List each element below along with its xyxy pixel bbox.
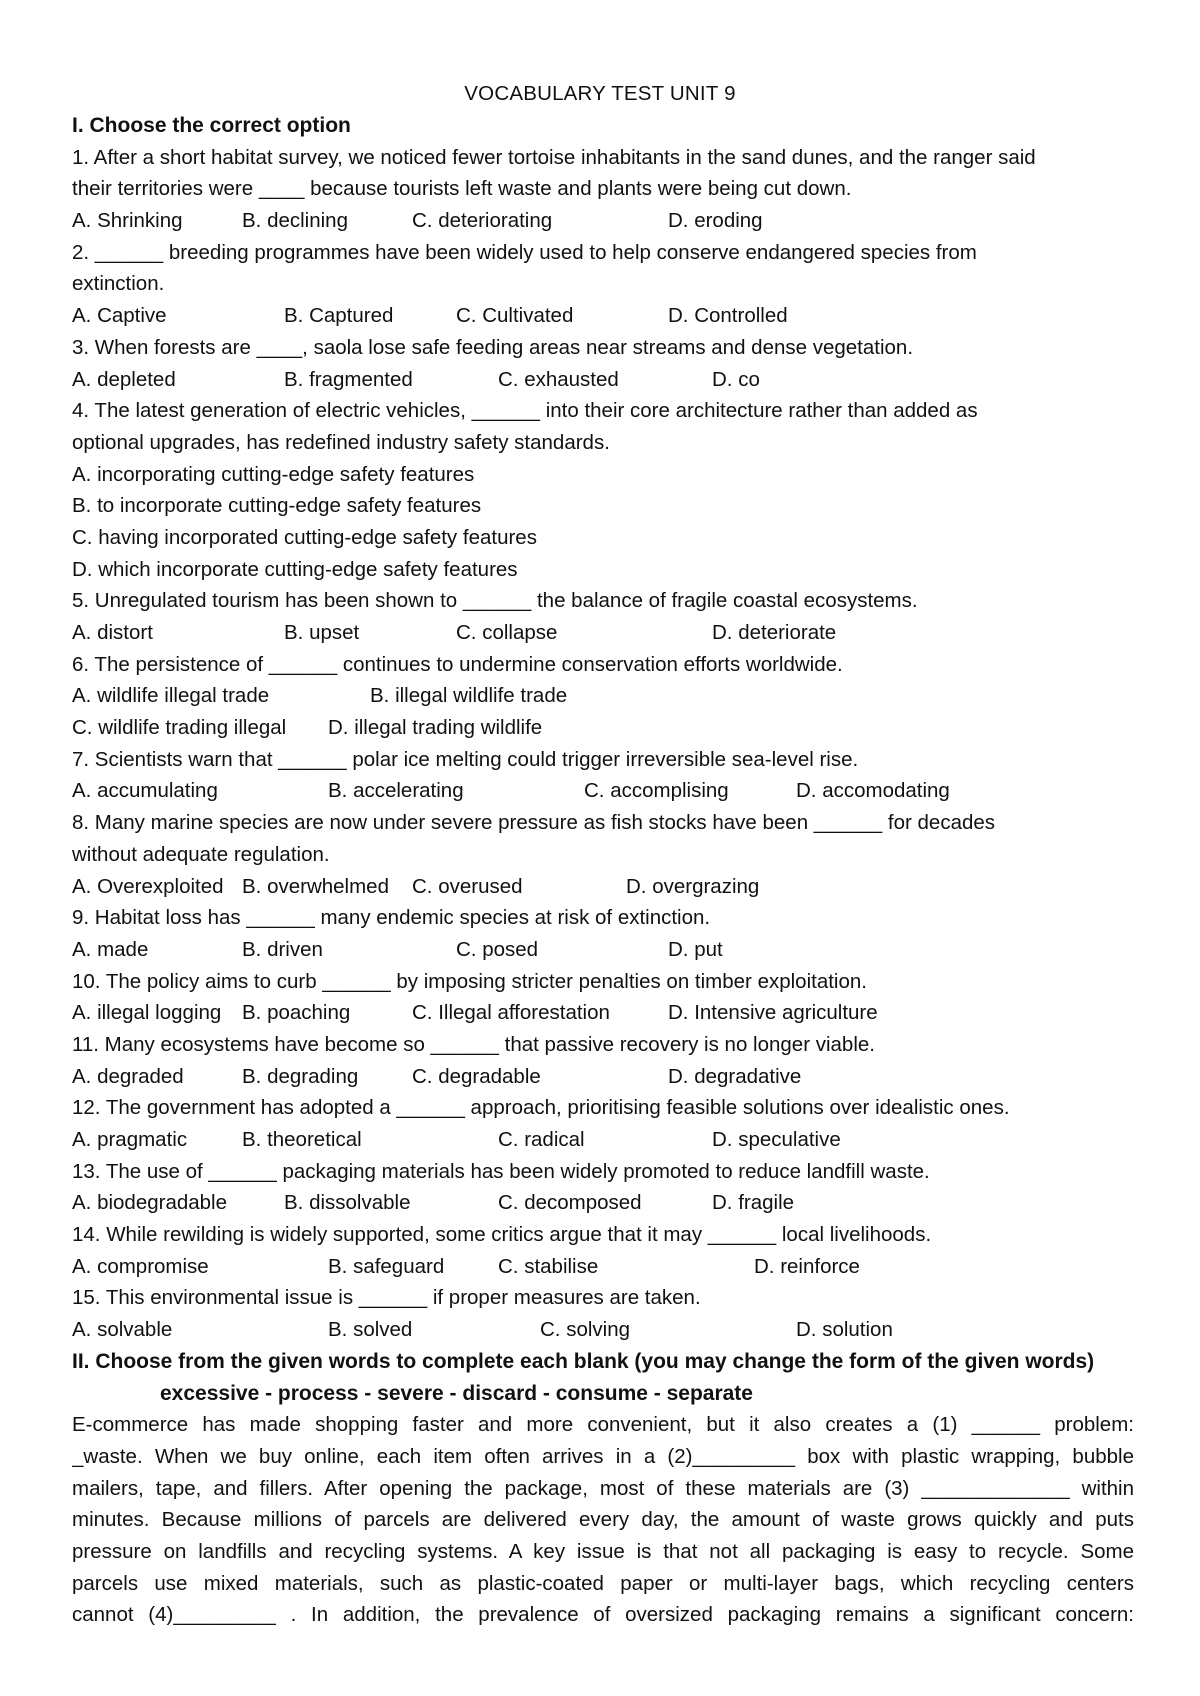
- question-13-options: [72, 1187, 1134, 1219]
- question-9-options: [72, 934, 1134, 966]
- option-c: C. solving: [540, 1318, 631, 1342]
- option-b: B. overwhelmed: [242, 874, 389, 898]
- option-c: C. collapse: [456, 621, 558, 644]
- option-b: B. accelerating: [328, 779, 464, 803]
- question-8-line-1: 8. Many marine species are now under severe pressure as fish stocks have been ______ for decades: [72, 811, 996, 835]
- question-2-line-2: extinction.: [72, 272, 165, 296]
- option-d: D. degradative: [668, 1064, 802, 1088]
- option-d: D. speculative: [712, 1128, 841, 1151]
- paragraph-line-2: _waste. When we buy online, each item often arrives in a (2)_________ box with plastic wrapping, bubble: [72, 1444, 1134, 1468]
- paragraph-line-5: pressure on landfills and recycling systems. A key issue is that not all packaging is easy to recycle. Some: [72, 1539, 1134, 1563]
- question-1-line-2: their territories were ____ because tourists left waste and plants were being cut down.: [72, 177, 852, 201]
- option-a: A. degraded: [72, 1064, 184, 1088]
- option-a: A. pragmatic: [72, 1128, 188, 1151]
- option-c: C. decomposed: [498, 1191, 642, 1215]
- question-5-options: [72, 617, 1134, 649]
- question-7-line-1: 7. Scientists warn that ______ polar ice melting could trigger irreversible sea-level rise.: [72, 747, 859, 771]
- question-4-line-1: 4. The latest generation of electric vehicles, ______ into their core architecture rather than added as: [72, 399, 978, 423]
- question-14-options: [72, 1251, 1134, 1283]
- question-13-line-1: 13. The use of ______ packaging materials has been widely promoted to reduce landfill waste.: [72, 1159, 930, 1183]
- option-c: C. deteriorating: [412, 209, 553, 233]
- question-8-line-2: without adequate regulation.: [72, 842, 330, 866]
- word-bank: excessive - process - severe - discard - consume - separate: [160, 1381, 753, 1405]
- question-12-options: [72, 1124, 1134, 1156]
- document-content: [72, 110, 1134, 1631]
- question-9-line-1: 9. Habitat loss has ______ many endemic species at risk of extinction.: [72, 906, 711, 930]
- question-15-options: [72, 1314, 1134, 1346]
- option-b: B. declining: [242, 209, 348, 233]
- option-b: B. degrading: [242, 1064, 359, 1088]
- question-1-options: [72, 205, 1134, 237]
- question-3-line-1: 3. When forests are ____, saola lose safe feeding areas near streams and dense vegetation.: [72, 335, 914, 359]
- option-a: A. accumulating: [72, 779, 218, 803]
- option-d: D. deteriorate: [712, 621, 837, 644]
- option-d: D. put: [668, 937, 723, 961]
- option-d: D. eroding: [668, 209, 763, 233]
- paragraph-line-6: parcels use mixed materials, such as plastic-coated paper or multi-layer bags, which recycling centers: [72, 1571, 1134, 1595]
- question-6-options-row-1: [72, 680, 1134, 712]
- question-4-line-2: optional upgrades, has redefined industry safety standards.: [72, 430, 610, 454]
- option-c: C. posed: [456, 937, 539, 961]
- option-d: D. reinforce: [754, 1254, 860, 1278]
- option-c: C. degradable: [412, 1064, 541, 1088]
- section-2-heading: II. Choose from the given words to complete each blank (you may change the form of the given words): [72, 1349, 1095, 1373]
- option-a: A. incorporating cutting-edge safety features: [72, 462, 475, 486]
- option-a: A. biodegradable: [72, 1191, 228, 1215]
- option-a: A. Overexploited: [72, 874, 224, 898]
- option-d: D. fragile: [712, 1191, 795, 1215]
- option-a: A. depleted: [72, 367, 176, 391]
- option-d: D. illegal trading wildlife: [328, 716, 543, 740]
- option-b: B. driven: [242, 937, 323, 961]
- option-b: B. poaching: [242, 1001, 351, 1025]
- option-a: A. wildlife illegal trade: [72, 684, 270, 708]
- option-b: B. fragmented: [284, 367, 413, 391]
- option-c: C. having incorporated cutting-edge safety features: [72, 525, 537, 549]
- option-b: B. solved: [328, 1318, 413, 1342]
- question-11-line-1: 11. Many ecosystems have become so ______ that passive recovery is no longer viable.: [72, 1032, 875, 1056]
- option-b: B. to incorporate cutting-edge safety features: [72, 494, 482, 518]
- option-a: A. illegal logging: [72, 1001, 222, 1025]
- question-7-options: [72, 775, 1134, 807]
- option-d: D. solution: [796, 1318, 893, 1342]
- option-a: A. Shrinking: [72, 209, 183, 233]
- section-1-heading: I. Choose the correct option: [72, 114, 351, 137]
- option-a: A. Captive: [72, 304, 167, 328]
- option-c: C. stabilise: [498, 1254, 599, 1278]
- option-b: B. theoretical: [242, 1128, 362, 1151]
- option-c: C. overused: [412, 874, 523, 898]
- question-10-options: [72, 997, 1134, 1029]
- option-d: D. co: [712, 367, 760, 391]
- option-a: A. made: [72, 937, 149, 961]
- option-b: B. safeguard: [328, 1254, 445, 1278]
- question-3-options: [72, 364, 1134, 396]
- option-d: D. accomodating: [796, 779, 950, 803]
- question-5-line-1: 5. Unregulated tourism has been shown to ______ the balance of fragile coastal ecosystems.: [72, 589, 918, 613]
- paragraph-line-3: mailers, tape, and fillers. After opening the package, most of these materials are (3) _____________ within: [72, 1476, 1134, 1500]
- question-10-line-1: 10. The policy aims to curb ______ by imposing stricter penalties on timber exploitation.: [72, 969, 867, 993]
- option-d: D. Controlled: [668, 304, 788, 328]
- option-c: C. Cultivated: [456, 304, 574, 328]
- option-d: D. which incorporate cutting-edge safety features: [72, 557, 518, 581]
- question-6-line-1: 6. The persistence of ______ continues to undermine conservation efforts worldwide.: [72, 652, 843, 676]
- option-d: D. Intensive agriculture: [668, 1001, 878, 1025]
- question-12-line-1: 12. The government has adopted a ______ approach, prioritising feasible solutions over idealistic ones.: [72, 1096, 1010, 1120]
- question-8-options: [72, 871, 1134, 903]
- question-11-options: [72, 1061, 1134, 1093]
- option-a: A. compromise: [72, 1254, 209, 1278]
- paragraph-line-7: cannot (4)_________ . In addition, the prevalence of oversized packaging remains a significant concern:: [72, 1603, 1134, 1627]
- question-15-line-1: 15. This environmental issue is ______ if proper measures are taken.: [72, 1286, 701, 1310]
- option-b: B. Captured: [284, 304, 394, 328]
- option-d: D. overgrazing: [626, 874, 760, 898]
- page-title: VOCABULARY TEST UNIT 9: [464, 82, 736, 105]
- question-14-line-1: 14. While rewilding is widely supported, some critics argue that it may ______ local livelihoods.: [72, 1223, 932, 1247]
- option-b: B. illegal wildlife trade: [370, 684, 568, 708]
- question-1-line-1: 1. After a short habitat survey, we noticed fewer tortoise inhabitants in the sand dunes, and the ranger said: [72, 145, 1036, 169]
- option-a: A. distort: [72, 621, 153, 644]
- option-b: B. dissolvable: [284, 1191, 411, 1215]
- paragraph-line-1: E-commerce has made shopping faster and more convenient, but it also creates a (1) ______ problem:: [72, 1413, 1134, 1437]
- question-2-options: [72, 300, 1134, 332]
- option-c: C. radical: [498, 1128, 585, 1151]
- option-c: C. accomplising: [584, 779, 729, 803]
- question-2-line-1: 2. ______ breeding programmes have been widely used to help conserve endangered species from: [72, 240, 977, 264]
- paragraph-line-4: minutes. Because millions of parcels are delivered every day, the amount of waste grows quickly and puts: [72, 1508, 1134, 1532]
- option-c: C. Illegal afforestation: [412, 1001, 610, 1025]
- option-c: C. exhausted: [498, 367, 619, 391]
- option-c: C. wildlife trading illegal: [72, 716, 287, 740]
- option-a: A. solvable: [72, 1318, 173, 1342]
- question-6-options-row-2: [72, 712, 1134, 744]
- option-b: B. upset: [284, 621, 360, 644]
